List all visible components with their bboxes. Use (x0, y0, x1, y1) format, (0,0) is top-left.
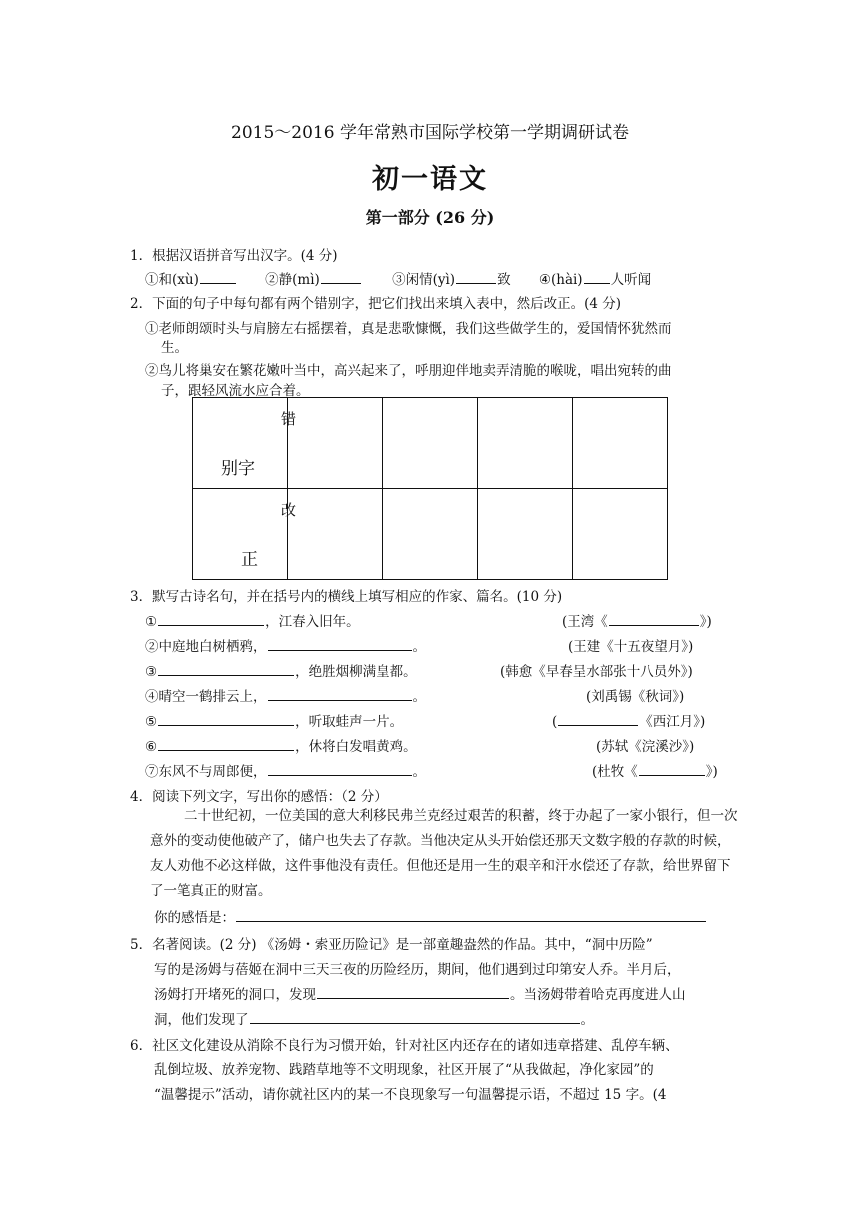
q3-source-5 (552, 710, 705, 730)
q3-source-text: (韩愈《早春呈水部张十八员外》) (500, 664, 693, 680)
table-label: 正 (241, 550, 258, 570)
q3-line-text: ⑦东风不与周郎便， (145, 764, 267, 780)
exam-subtitle: 2015～2016 学年常熟市国际学校第一学期调研试卷 (231, 123, 629, 143)
answer-blank[interactable] (609, 611, 699, 626)
q1-item-4: ④(hài) (538, 272, 583, 288)
q3-line-text: ，休将白发唱黄鸡。 (295, 739, 417, 755)
question-3-prompt: 3．默写古诗名句，并在括号内的横线上填写相应的作家、篇名。(10 分) (130, 589, 563, 605)
question-1-items (145, 268, 651, 288)
answer-blank[interactable] (158, 611, 264, 626)
answer-blank[interactable] (268, 636, 412, 651)
q5-text: 。 (580, 1012, 594, 1028)
q3-line-6 (145, 735, 417, 755)
q3-source-6 (596, 735, 694, 755)
q3-line-text: ，江春入旧年。 (265, 614, 360, 630)
answer-blank[interactable] (584, 269, 610, 284)
question-1-prompt: 1．根据汉语拼音写出汉字。(4 分) (130, 248, 338, 264)
q5-line-4 (154, 1008, 594, 1028)
q4-answer-label: 你的感悟是： (154, 910, 235, 926)
q3-line-text: ，绝胜烟柳满皇都。 (295, 664, 417, 680)
answer-cell[interactable] (573, 489, 668, 580)
q3-source-text: 》) (705, 764, 718, 780)
q3-source-text: (王湾《 (562, 614, 608, 630)
table-label-top: 改 (281, 501, 297, 519)
q3-line-text: 。 (412, 639, 426, 655)
correction-table (192, 397, 668, 580)
q1-item-1: ①和(xù) (145, 272, 199, 288)
q3-source-2 (568, 635, 693, 655)
q5-text: 洞，他们发现了 (154, 1012, 249, 1028)
q3-source-text: 《西江月》) (639, 714, 706, 730)
q5-line-1: 5．名著阅读。(2 分) 《汤姆・索亚历险记》是一部童趣盎然的作品。其中，“洞中历险” (130, 937, 653, 953)
q3-source-4 (586, 685, 684, 705)
answer-cell[interactable] (478, 398, 573, 489)
q5-line-3 (154, 983, 686, 1003)
answer-blank[interactable] (250, 1009, 580, 1024)
q5-line-2: 写的是汤姆与蓓姬在洞中三天三夜的历险经历，期间，他们遇到过印第安人乔。半月后， (154, 962, 681, 978)
q3-line-text: 。 (412, 764, 426, 780)
q3-line-text: ⑤ (145, 714, 158, 730)
answer-blank[interactable] (158, 711, 294, 726)
answer-cell[interactable] (478, 489, 573, 580)
q3-source-text: 》) (699, 614, 712, 630)
table-header-cell (193, 398, 297, 489)
q3-line-5 (145, 710, 403, 730)
answer-cell[interactable] (288, 489, 383, 580)
answer-blank[interactable] (268, 761, 412, 776)
q3-line-2 (145, 635, 426, 655)
q3-source-text: (王建《十五夜望月》) (568, 639, 694, 655)
q3-source-3 (500, 660, 693, 680)
q6-line-1: 6．社区文化建设从消除不良行为习惯开始，针对社区内还存在的诸如违章搭建、乱停车辆、 (130, 1038, 679, 1054)
answer-blank[interactable] (200, 269, 236, 284)
q2-sentence-1-cont: 生。 (161, 340, 188, 356)
q3-line-text: 。 (412, 689, 426, 705)
answer-blank[interactable] (317, 984, 509, 999)
q3-line-text: ③ (145, 664, 158, 680)
q6-line-3: “温馨提示”活动，请你就社区内的某一不良现象写一句温馨提示语，不超过 15 字。(4 (154, 1087, 667, 1103)
q3-source-text: (刘禹锡《秋词》) (586, 689, 685, 705)
q2-sentence-2: ②鸟儿将巢安在繁花嫩叶当中，高兴起来了，呼朋迎伴地卖弄清脆的喉咙，唱出宛转的曲 (145, 363, 672, 379)
answer-blank[interactable] (236, 907, 706, 922)
answer-blank[interactable] (158, 661, 294, 676)
q2-sentence-2-cont: 子，跟轻风流水应合着。 (161, 383, 310, 399)
q3-source-7 (592, 760, 718, 780)
q1-item-4-suffix: 人听闻 (610, 272, 652, 288)
q6-line-2: 乱倒垃圾、放养宠物、践踏草地等不文明现象，社区开展了“从我做起，净化家园”的 (154, 1062, 654, 1078)
table-label-top: 错 (281, 410, 297, 428)
q3-line-1 (145, 610, 360, 630)
section-heading: 第一部分 (26 分) (365, 208, 495, 227)
q5-text: 。当汤姆带着哈克再度进人山 (510, 987, 686, 1003)
q3-line-text: ⑥ (145, 739, 158, 755)
q3-source-1 (562, 610, 712, 630)
q2-sentence-1: ①老师朗颂时头与肩膀左右摇摆着，真是悲歌慷慨，我们这些做学生的，爱国情怀犹然而 (145, 321, 672, 337)
q1-item-3-suffix: 致 (497, 272, 511, 288)
q3-source-text: (苏轼《浣溪沙》) (596, 739, 695, 755)
question-2-prompt: 2．下面的句子中每句都有两个错别字，把它们找出来填入表中，然后改正。(4 分) (130, 296, 622, 312)
q3-line-text: ④晴空一鹤排云上， (145, 689, 267, 705)
q3-line-text: ① (145, 614, 158, 630)
answer-blank[interactable] (639, 761, 705, 776)
question-4-prompt: 4．阅读下列文字，写出你的感悟：（2 分） (130, 789, 388, 805)
q4-answer-line (154, 906, 707, 926)
answer-cell[interactable] (573, 398, 668, 489)
q3-source-text: (杜牧《 (592, 764, 638, 780)
q1-item-3: ③闲情(yì) (392, 272, 456, 288)
answer-blank[interactable] (158, 736, 294, 751)
answer-cell[interactable] (288, 398, 383, 489)
q4-passage: 二十世纪初，一位美国的意大利移民弗兰克经过艰苦的积蓄，终于办起了一家小银行，但一次意外的变动使他破产了，储户也失去了存款。当他决定从头开始偿还那天文数字般的存款的时候，友人劝他不必这样做，这件事他没有责任。但他还是用一生的艰辛和汗水偿还了存款，给世界留下了一笔真正的财富。 (150, 808, 738, 899)
answer-blank[interactable] (456, 269, 496, 284)
q3-line-text: ，听取蛙声一片。 (295, 714, 404, 730)
q3-line-7 (145, 760, 426, 780)
table-header-cell (193, 489, 297, 580)
q3-source-text: ( (552, 714, 558, 730)
table-label: 别字 (221, 459, 255, 479)
answer-blank[interactable] (321, 269, 361, 284)
answer-cell[interactable] (383, 398, 478, 489)
answer-blank[interactable] (558, 711, 638, 726)
q5-text: 汤姆打开堵死的洞口，发现 (154, 987, 316, 1003)
q1-item-2: ②静(mì) (265, 272, 320, 288)
q3-line-text: ②中庭地白树栖鸦， (145, 639, 267, 655)
answer-cell[interactable] (383, 489, 478, 580)
answer-blank[interactable] (268, 686, 412, 701)
exam-title: 初一语文 (372, 164, 488, 195)
q3-line-3 (145, 660, 417, 680)
q3-line-4 (145, 685, 426, 705)
